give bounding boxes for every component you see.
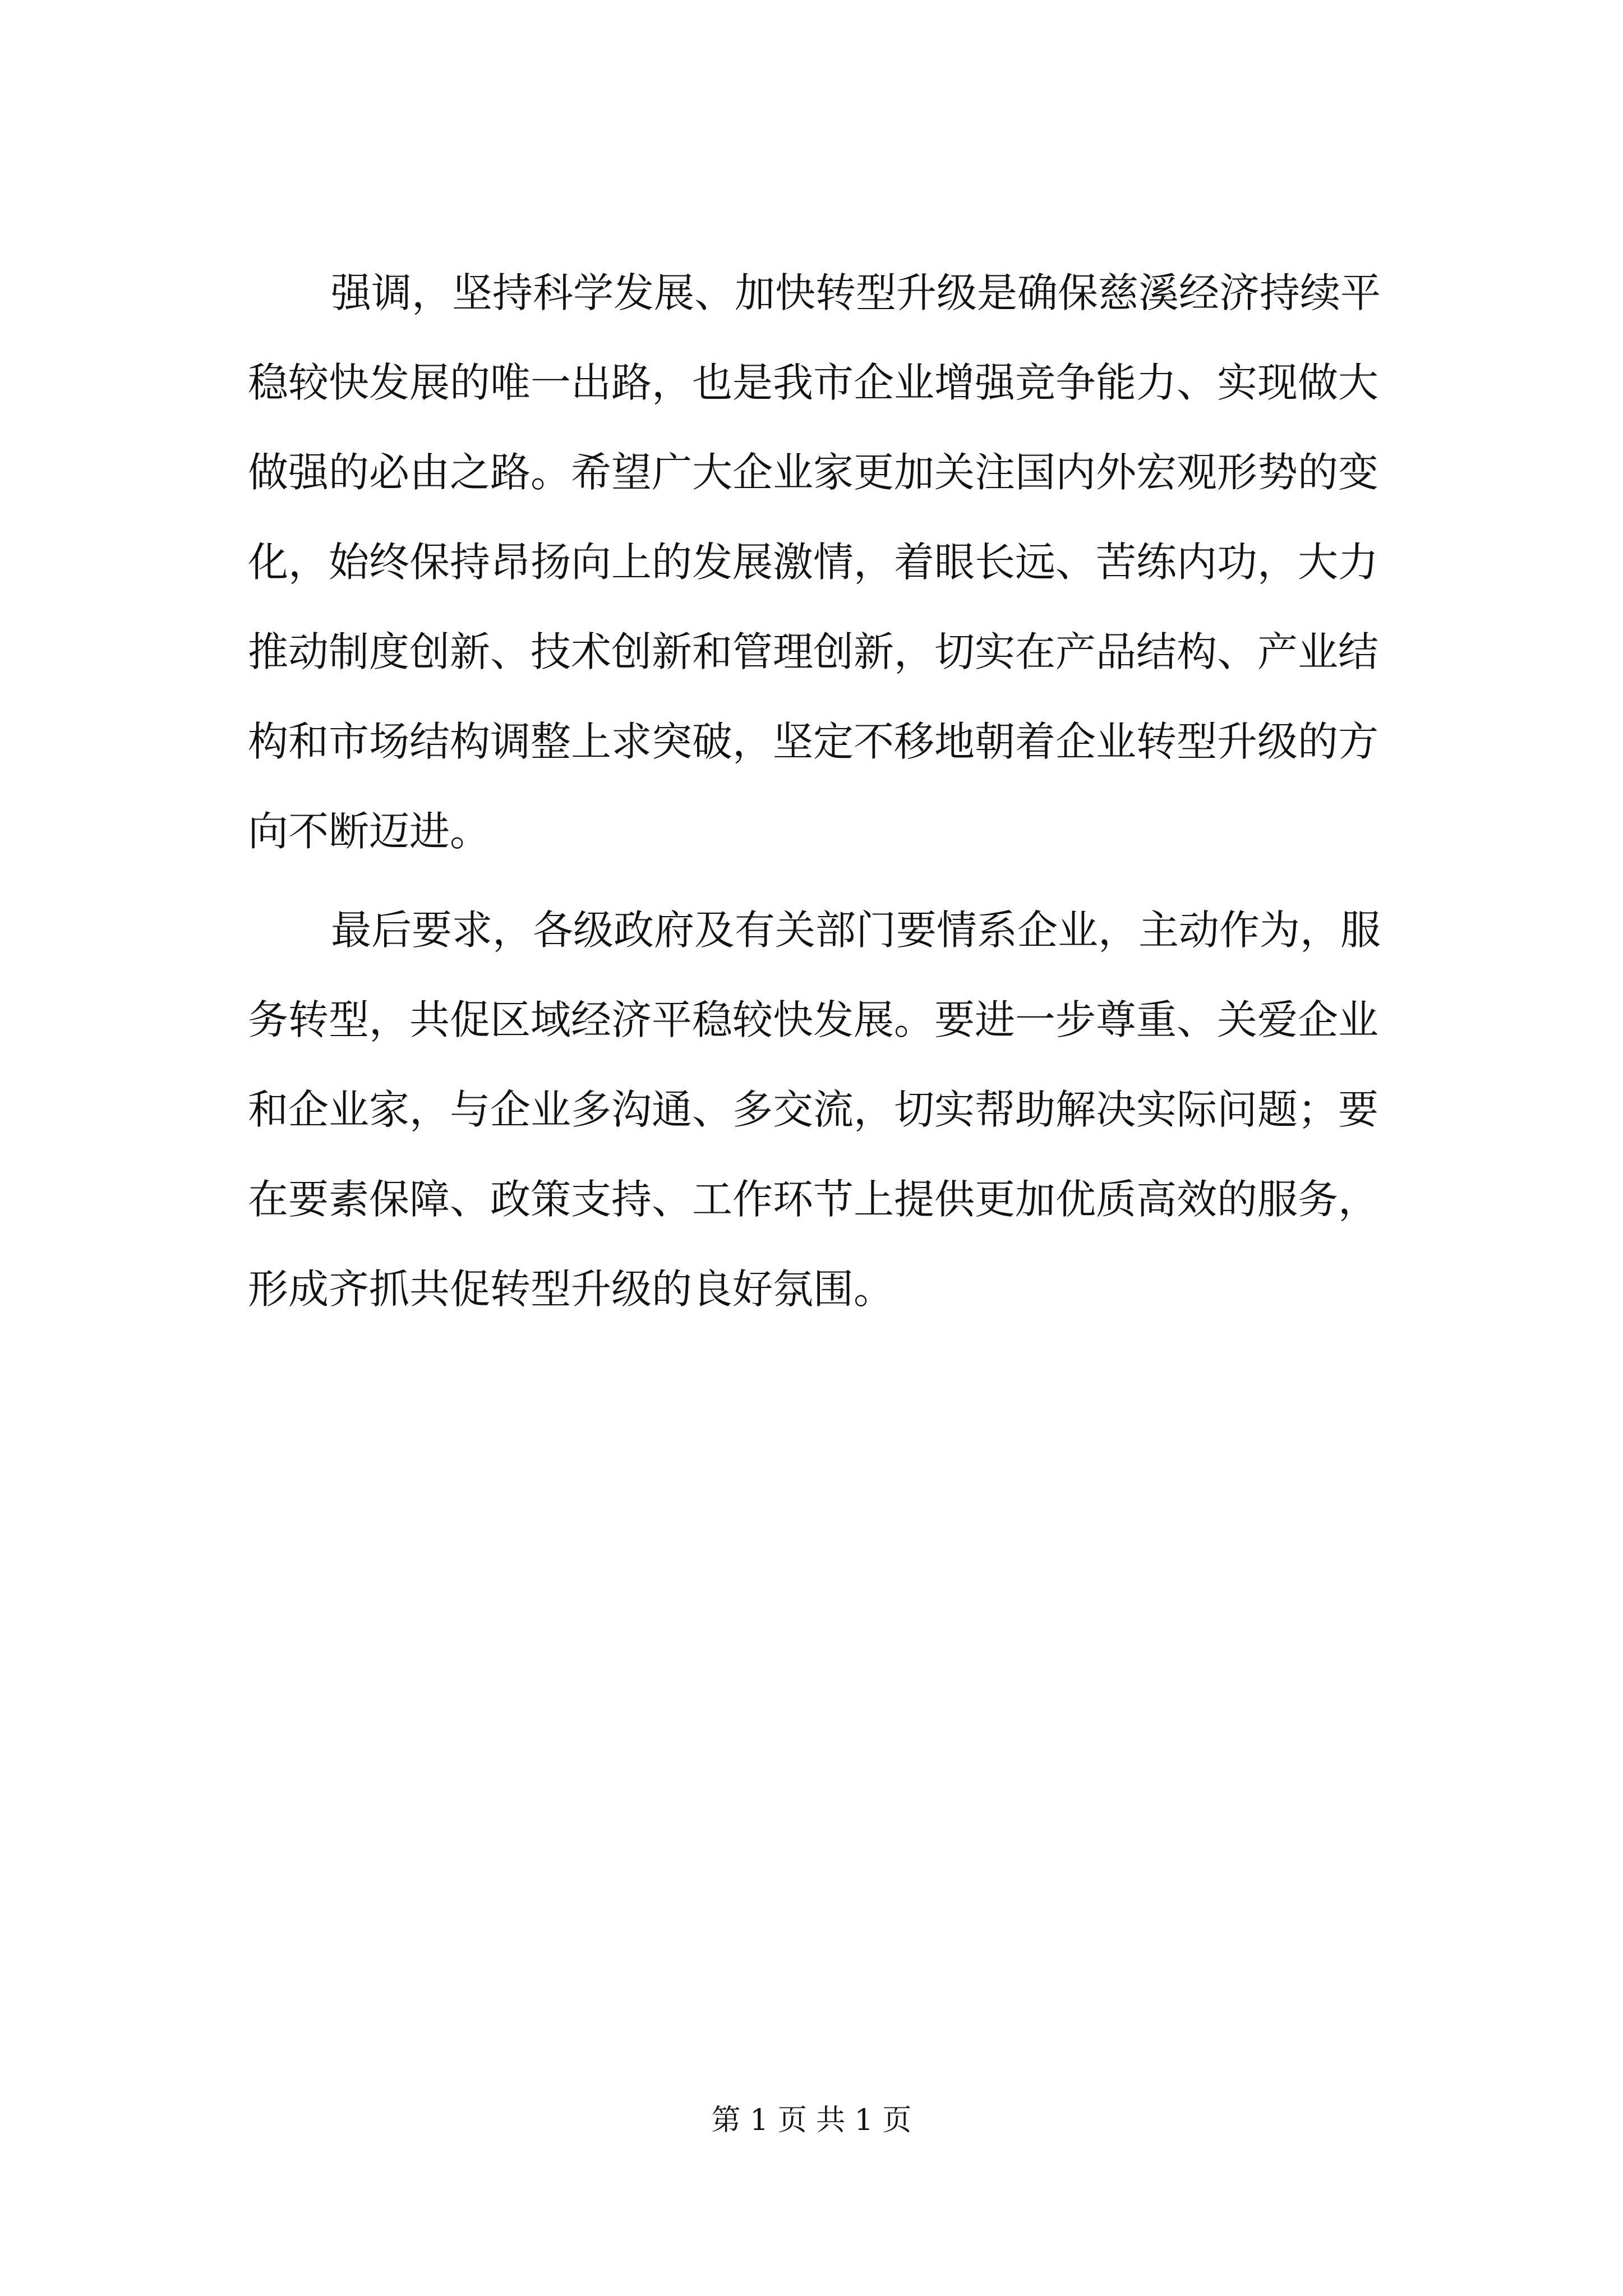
paragraph-1-line-6: 构和市场结构调整上求突破，坚定不移地朝着企业转型升级的方 bbox=[248, 718, 1379, 765]
paragraph-2-line-4: 在要素保障、政策支持、工作环节上提供更加优质高效的服务， bbox=[248, 1176, 1379, 1223]
page-number-footer: 第 1 页 共 1 页 bbox=[711, 2104, 912, 2137]
document-body bbox=[248, 248, 1381, 1334]
paragraph-spacer bbox=[248, 876, 1375, 885]
paragraph-1-line-5: 推动制度创新、技术创新和管理创新，切实在产品结构、产业结 bbox=[248, 628, 1379, 675]
paragraph-2-line-5: 形成齐抓共促转型升级的良好氛围。 bbox=[248, 1266, 895, 1313]
paragraph-1-line-2: 稳较快发展的唯一出路，也是我市企业增强竞争能力、实现做大 bbox=[248, 359, 1379, 406]
paragraph-1-line-4: 化，始终保持昂扬向上的发展激情，着眼长远、苦练内功，大力 bbox=[248, 539, 1379, 586]
paragraph-1-line-3: 做强的必由之路。希望广大企业家更加关注国内外宏观形势的变 bbox=[248, 449, 1379, 496]
paragraph-1-line-7: 向不断迈进。 bbox=[248, 808, 491, 855]
paragraph-2-line-2: 务转型，共促区域经济平稳较快发展。要进一步尊重、关爱企业 bbox=[248, 996, 1379, 1043]
paragraph-2-line-3: 和企业家，与企业多沟通、多交流，切实帮助解决实际问题；要 bbox=[248, 1086, 1379, 1133]
paragraph-1-line-1: 强调，坚持科学发展、加快转型升级是确保慈溪经济持续平 bbox=[331, 269, 1381, 316]
paragraph-2-line-1: 最后要求，各级政府及有关部门要情系企业，主动作为，服 bbox=[331, 907, 1381, 954]
